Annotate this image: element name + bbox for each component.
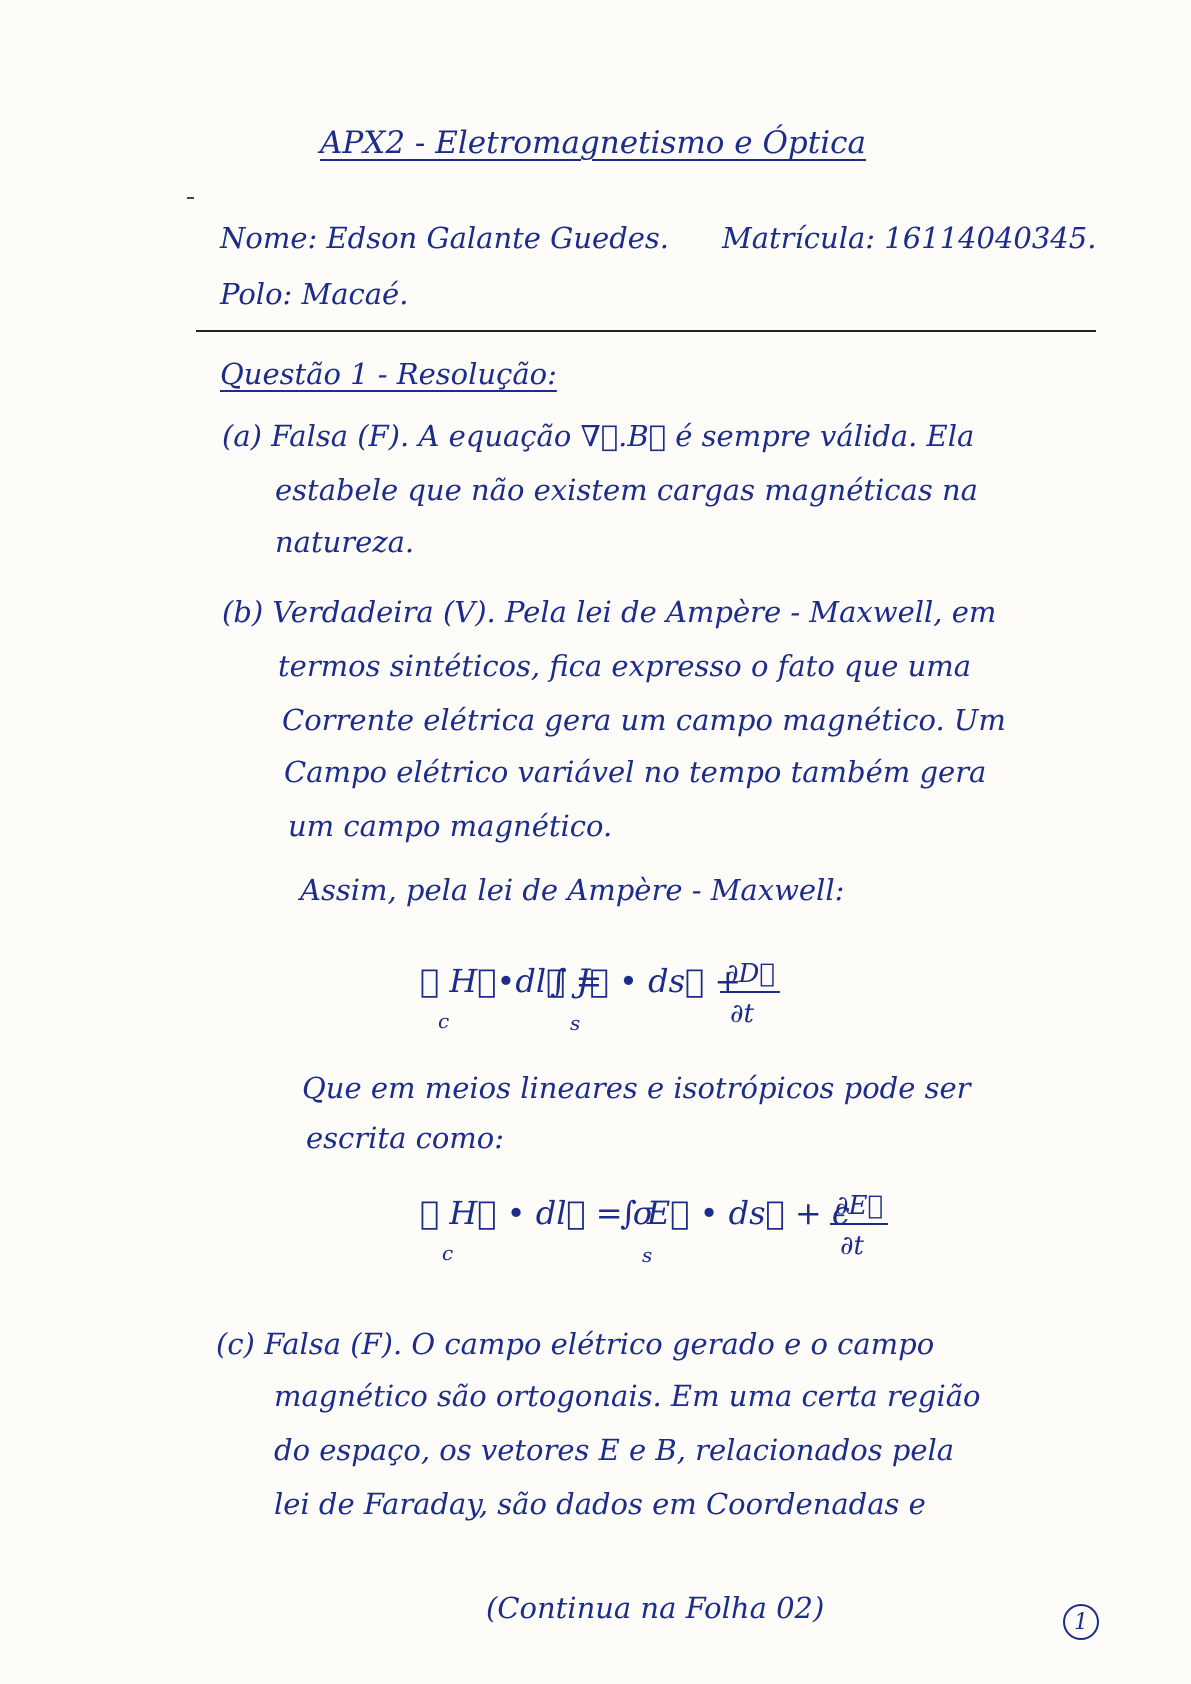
eq2-frac-num: ∂E⃗ [835, 1191, 884, 1221]
answer-b-line-4: Campo elétrico variável no tempo também gera [284, 755, 987, 789]
eq2-s-sub: s [642, 1243, 653, 1267]
answer-b-assim: Assim, pela lei de Ampère - Maxwell: [300, 873, 845, 907]
answer-c-line-3: do espaço, os vetores E e B, relacionados pela [274, 1433, 955, 1467]
eq2-lhs: ∮ H⃗ • dl⃗ = σ [420, 1194, 655, 1232]
answer-b-line-5: um campo magnético. [288, 809, 613, 843]
eq1-lhs: ∮ H⃗•dl⃗ = [420, 962, 603, 1000]
answer-b-line-1: (b) Verdadeira (V). Pela lei de Ampère - Maxwell, em [222, 595, 997, 629]
answer-c-line-2: magnético são ortogonais. Em uma certa região [274, 1379, 981, 1413]
eq1-c-sub: c [438, 1009, 450, 1033]
page-number: 1 [1063, 1604, 1099, 1640]
answer-c-line-4: lei de Faraday, são dados em Coordenadas e [274, 1487, 926, 1521]
stray-pen-mark [187, 197, 194, 199]
eq1-frac-num: ∂D⃗ [725, 959, 775, 989]
answer-b-que-line-1: Que em meios lineares e isotrópicos pode ser [302, 1071, 971, 1105]
answer-b-que-line-2: escrita como: [306, 1121, 505, 1155]
eq2-frac-den: ∂t [840, 1231, 864, 1261]
answer-c-line-1: (c) Falsa (F). O campo elétrico gerado e o campo [216, 1327, 935, 1361]
student-id: Matrícula: 16114040345. [722, 221, 1097, 255]
eq2-rhs: ∫ E⃗ • ds⃗ + ϵ [620, 1194, 850, 1232]
equation-linear-media [420, 1182, 900, 1272]
student-polo: Polo: Macaé. [220, 277, 409, 311]
page-title: APX2 - Eletromagnetismo e Óptica [320, 125, 866, 161]
eq1-s-sub: s [570, 1011, 581, 1035]
question-heading: Questão 1 - Resolução: [220, 357, 557, 391]
continue-note: (Continua na Folha 02) [486, 1591, 825, 1625]
answer-a-line-1: (a) Falsa (F). A equação ∇⃗.B⃗ é sempre válida. Ela [222, 419, 975, 453]
answer-a-line-3: natureza. [275, 525, 415, 559]
header-divider [196, 330, 1096, 332]
eq1-frac-den: ∂t [730, 999, 754, 1029]
answer-b-line-2: termos sintéticos, fica expresso o fato que uma [278, 649, 972, 683]
student-name: Nome: Edson Galante Guedes. [220, 221, 670, 255]
eq1-rhs: ∫ J⃗ • ds⃗ + [550, 962, 742, 1000]
eq2-c-sub: c [442, 1241, 454, 1265]
equation-ampere-maxwell [420, 950, 840, 1040]
answer-a-line-2: estabele que não existem cargas magnéticas na [275, 473, 978, 507]
answer-b-line-3: Corrente elétrica gera um campo magnético. Um [282, 703, 1006, 737]
